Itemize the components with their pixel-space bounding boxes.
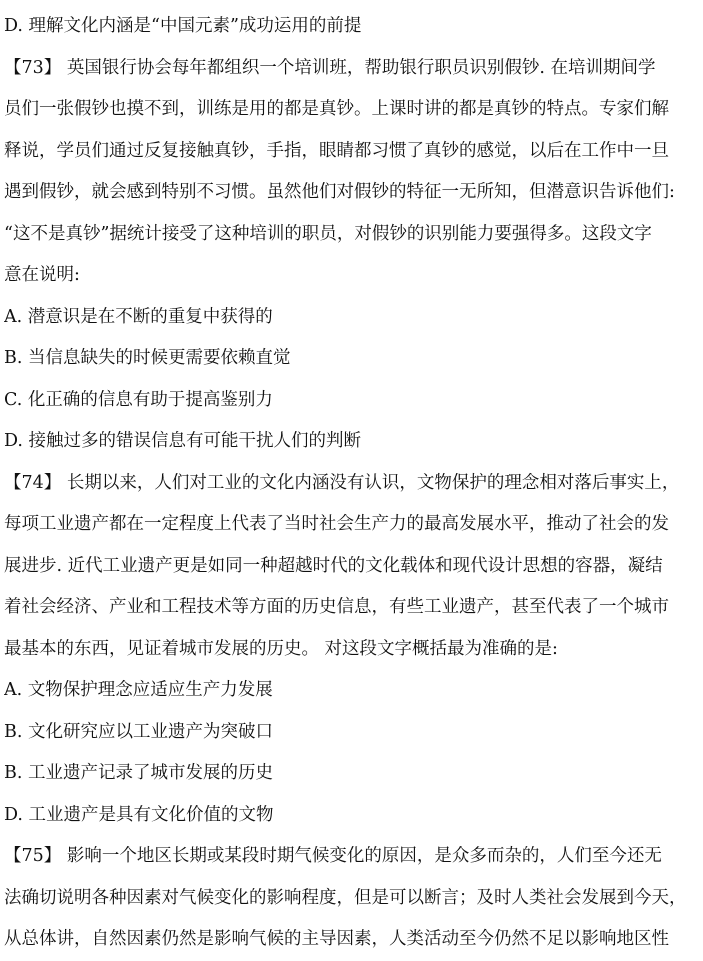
question-74-line-2: 每项工业遗产都在一定程度上代表了当时社会生产力的最高发展水平，推动了社会的发 [4,514,669,534]
question-74-line-4: 着社会经济、产业和工程技术等方面的历史信息，有些工业遗产，甚至代表了一个城市 [4,597,669,617]
question-75 [4,836,699,961]
option-d-previous: D. 理解文化内涵是“中国元素”成功运用的前提 [4,16,362,36]
question-74-option-a: A. 文物保护理念应适应生产力发展 [4,680,273,700]
question-73-line-5: “这不是真钞”据统计接受了这种培训的职员，对假钞的识别能力要强得多。这段文字 [4,223,652,244]
question-75-line-1: 【75】 影响一个地区长期或某段时期气候变化的原因，是众多而杂的，人们至今还无 [4,846,662,866]
question-73-line-6: 意在说明: [4,265,80,285]
question-73-option-a: A. 潜意识是在不断的重复中获得的 [4,306,273,327]
question-73-line-3: 释说，学员们通过反复接触真钞，手指，眼睛都习惯了真钞的感觉，以后在工作中一旦 [4,140,669,161]
question-74-line-3: 展进步. 近代工业遗产更是如同一种超越时代的文化载体和现代设计思想的容器，凝结 [4,555,663,576]
question-73-line-2: 员们一张假钞也摸不到，训练是用的都是真钞。上课时讲的都是真钞的特点。专家们解 [4,99,669,119]
question-73-option-d: D. 接触过多的错误信息有可能干扰人们的判断 [4,431,362,451]
question-75-line-2: 法确切说明各种因素对气候变化的影响程度，但是可以断言；及时人类社会发展到今天， [4,887,687,908]
question-75-line-3: 从总体讲，自然因素仍然是影响气候的主导因素，人类活动至今仍然不足以影响地区性 [4,929,669,949]
question-73 [4,48,699,463]
question-73-option-c: C. 化正确的信息有助于提高鉴别力 [4,389,273,410]
question-74-line-5: 最基本的东西，见证着城市发展的历史。 对这段文字概括最为准确的是: [4,638,558,659]
question-74-option-b-second: B. 工业遗产记录了城市发展的历史 [4,763,273,783]
question-73-line-4: 遇到假钞，就会感到特别不习惯。虽然他们对假钞的特征一无所知，但潜意识告诉他们: [4,182,675,202]
question-74-line-1: 【74】 长期以来，人们对工业的文化内涵没有认识，文物保护的理念相对落后事实上， [4,472,680,493]
question-73-option-b: B. 当信息缺失的时候更需要依赖直觉 [4,348,291,368]
question-74-option-d: D. 工业遗产是具有文化价值的文物 [4,804,274,825]
question-74 [4,463,699,837]
question-74-option-b: B. 文化研究应以工业遗产为突破口 [4,721,273,742]
question-73-line-1: 【73】 英国银行协会每年都组织一个培训班，帮助银行职员识别假钞. 在培训期间学 [4,57,656,78]
